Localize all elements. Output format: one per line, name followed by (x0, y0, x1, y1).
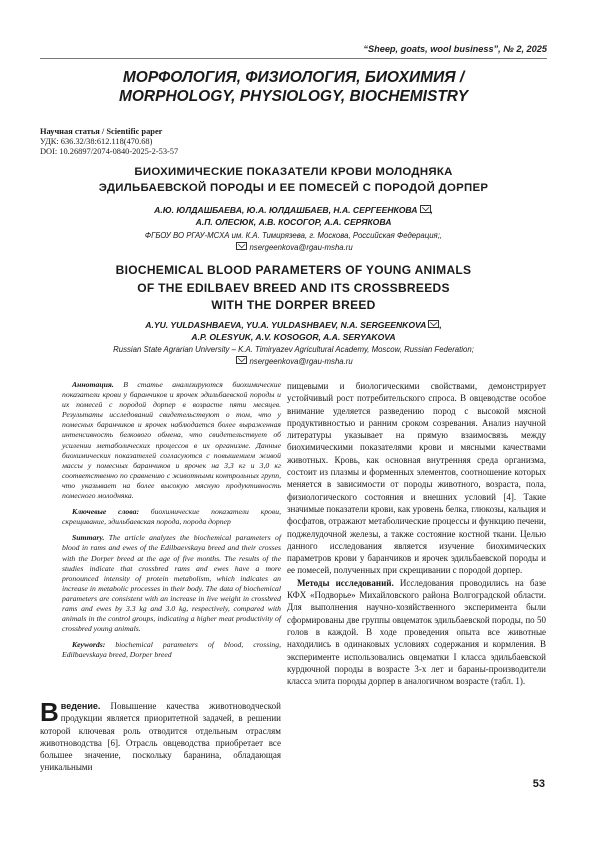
title-en-line-2: OF THE EDILBAEV BREED AND ITS CROSSBREEDS (137, 280, 450, 295)
section-heading-en: MORPHOLOGY, PHYSIOLOGY, BIOCHEMISTRY (118, 88, 469, 105)
keywords-en-label: Keywords: (72, 640, 106, 650)
section-heading-ru: МОРФОЛОГИЯ, ФИЗИОЛОГИЯ, БИОХИМИЯ / (122, 69, 465, 86)
intro-heading: ведение. (60, 701, 101, 711)
right-paragraph-1: пищевыми и биологическими свойствами, демонстрирует устойчивый рост потребительского спроса. В овцеводстве особое внимание уделяется разведению пород с высокой мясной продуктивностью и ранним сроком созревания. Анализ научной литературы указывает на прямую взаимосвязь между биохимическими показателями крови и мясными качествами животных. Кровь, как основная внутренняя среда организма, состоит из плазмы и форменных элементов, соотношение которых меняется в зависимости от породы животного, возраста, пола, физиологического состояния и внешних условий [4]. Такие значимые показатели крови, как уровень белка, глюкозы, кальция и фосфатов, отражают метаболические процессы и функцию печени, поджелудочной железы, а также состояние костной ткани. Целью данного исследования является изучение биохимических параметров крови у баранчиков и ярочек эдильбаевской породы и ее помесей, полученных при скрещивании с породой дорпер. (287, 381, 546, 576)
title-en-line-3: WITH THE DORPER BREED (211, 298, 376, 312)
methods-heading: Методы исследований. (297, 577, 394, 588)
drop-cap: В (40, 697, 59, 727)
title-en-line-1: BIOCHEMICAL BLOOD PARAMETERS OF YOUNG ANIMALS (115, 263, 472, 277)
authors-ru: А.Ю. ЮЛДАШБАЕВА, Ю.А. ЮЛДАШБАЕВ, Н.А. СЕРГЕЕНКОВА , А.П. ОЛЕСЮК, А.В. КОСОГОР, А.А. СЕРЯКОВА (40, 204, 547, 228)
email-en[interactable]: nsergeenkova@rgau-msha.ru (249, 356, 353, 366)
abstract-ru-label: Аннотация. (72, 380, 114, 389)
udk: УДК: 636.32/38:612.118(470.68) (40, 137, 153, 147)
affiliation-en (40, 345, 547, 367)
keywords-en (62, 640, 281, 660)
mail-icon (420, 205, 431, 213)
abstract-ru-text: В статье анализируются биохимические показатели крови у баранчиков и ярочек эдильбаевской породы и их помесей с породой дорпер в возрасте пяти месяцев. Результаты исследований свидетельствуют о том, что у помесных баранчиков и ярочек наблюдается более выраженная интенсивность белкового обмена, что свидетельствует об усилении метаболических процессов в их организме. Данные биохимических показателей согласуются с повышением живой массы у помесных баранчиков и ярочек на 3,3 кг и 3,0 кг соответственно по сравнению с животными контрольных групп, что указывает на более высокую мясную продуктивность помесного молодняка. (62, 380, 281, 501)
methods-text: Исследования проводились на базе КФХ «Подворье» Михайловского района Волгоградской области. Для выполнения научно-хозяйственного эксперимента были сформированы две группы овцематок эдильбаевской породы, по 50 голов в каждой. В ходе проведения опыта все животные находились в одинаковых условиях содержания и кормления. В эксперименте использовались овцематки I класса эдильбаевской курдючной породы в возрасте 3-х лет и бараны-производители класса элита породы дорпер в аналогичном возрасте (табл. 1). (287, 577, 546, 687)
mail-icon (236, 356, 247, 364)
title-ru (40, 164, 547, 196)
authors-en-line-2: A.P. OLESYUK, A.V. KOSOGOR, A.A. SERYAKOVA (191, 332, 396, 342)
journal-header: “Sheep, goats, wool business”, № 2, 2025 (363, 44, 547, 54)
authors-ru-line-1: А.Ю. ЮЛДАШБАЕВА, Ю.А. ЮЛДАШБАЕВ, Н.А. СЕРГЕЕНКОВА (154, 205, 418, 215)
title-ru-line-1: БИОХИМИЧЕСКИЕ ПОКАЗАТЕЛИ КРОВИ МОЛОДНЯКА (134, 166, 453, 178)
introduction (40, 697, 281, 774)
abstract-en-text: The article analyzes the biochemical parameters of blood in rams and ewes of the Edilbaevskaya breed and their crosses with the Dorper breed at the age of five months. The results of the studies indicate that crossbred rams and ewes have a more pronounced intensity of protein metabolism, which indicates an increase in metabolic processes in their body. The data of biochemical parameters are consistent with an increase in live weight in crossbred rams and ewes by 3.3 kg and 3.0 kg, respectively, compared with animals in the control groups, indicating a higher meat productivity of crossbred young animals. (62, 533, 281, 634)
affiliation-ru (40, 231, 547, 253)
authors-ru-line-2: А.П. ОЛЕСЮК, А.В. КОСОГОР, А.А. СЕРЯКОВА (195, 217, 392, 227)
right-column (287, 380, 546, 687)
title-ru-line-2: ЭДИЛЬБАЕВСКОЙ ПОРОДЫ И ЕЕ ПОМЕСЕЙ С ПОРОДОЙ ДОРПЕР (98, 182, 489, 194)
abstract-column (62, 380, 281, 666)
article-type: Научная статья / Scientific paper (40, 127, 163, 136)
email-ru[interactable]: nsergeenkova@rgau-msha.ru (249, 242, 353, 252)
keywords-en-text: biochemical parameters of blood, crossing, Edilbaevskaya breed, Dorper breed (62, 640, 281, 660)
authors-en: A.YU. YULDASHBAEVA, YU.A. YULDASHBAEV, N.A. SERGEENKOVA , A.P. OLESYUK, A.V. KOSOGOR, A.A. SERYAKOVA (40, 319, 547, 343)
mail-icon (428, 320, 439, 328)
keywords-ru (62, 507, 281, 527)
abstract-en-label: Summary. (72, 533, 105, 543)
section-heading (40, 68, 547, 106)
header-rule (40, 58, 547, 59)
affiliation-ru-text: ФГБОУ ВО РГАУ-МСХА им. К.А. Тимирязева, г. Москова, Российская Федерация;, (144, 231, 443, 240)
page-number: 53 (532, 778, 545, 790)
keywords-ru-label: Ключевые слова: (72, 507, 140, 517)
affiliation-en-text: Russian State Agrarian University – K.A. Timiryazev Agricultural Academy, Moscow, Russian Federation; (113, 345, 474, 354)
authors-en-line-1: A.YU. YULDASHBAEVA, YU.A. YULDASHBAEV, N.A. SERGEENKOVA (145, 320, 427, 330)
abstract-en (62, 533, 281, 634)
abstract-ru (62, 380, 281, 501)
mail-icon (236, 242, 247, 250)
keywords-ru-text: биохимические показатели крови, скрещивание, эдильбаевская порода, порода дорпер (62, 507, 281, 527)
methods-paragraph (287, 577, 546, 688)
title-en (40, 262, 547, 315)
doi: DOI: 10.26897/2074-0840-2025-2-53-57 (40, 147, 179, 157)
intro-text: Повышение качества животноводческой продукции является приоритетной задачей, в решении которой ключевая роль отводится отдельным отраслям животноводства [6]. Отрасль овцеводства приобретает все большее значение, поскольку баранина, обладающая уникальными (40, 701, 281, 773)
article-meta (40, 127, 178, 158)
